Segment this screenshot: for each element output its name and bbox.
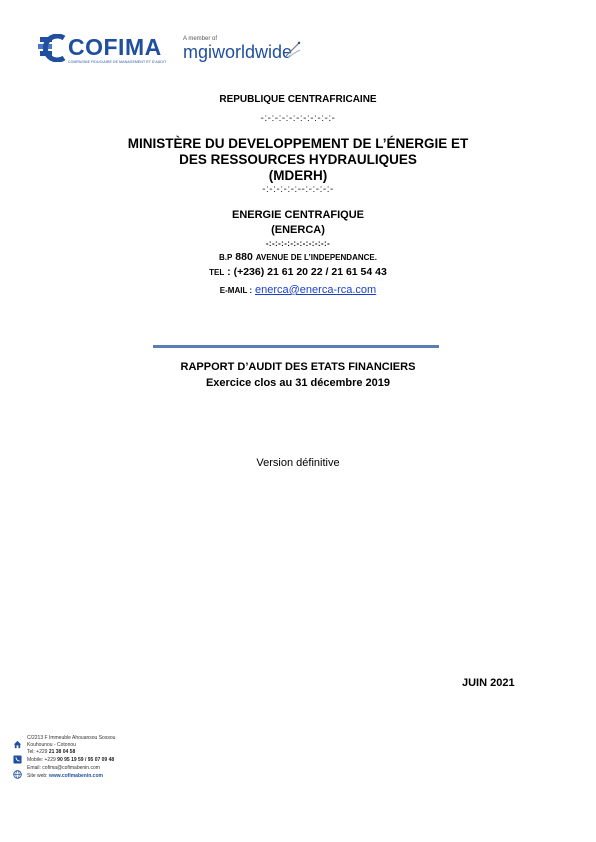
footer-address-line1: C/2213 F Immeuble Ahouansou Sossou — [27, 735, 116, 741]
footer-tel: Tel: +229 21 38 04 58 — [27, 749, 76, 755]
email-label: E-MAIL : — [219, 286, 253, 295]
separator: -:-:-:-:-:--:-:-:-:- — [262, 184, 334, 195]
divider — [153, 345, 439, 348]
company-acronym: (ENERCA) — [271, 224, 325, 236]
company-block — [0, 208, 596, 238]
footer-email: Email: cofima@cofimabenin.com — [27, 765, 100, 771]
version-label: Version définitive — [256, 457, 340, 469]
phone-icon — [13, 755, 22, 764]
report-subtitle: Exercice clos au 31 décembre 2019 — [205, 377, 391, 389]
home-icon — [13, 740, 22, 749]
company-name: ENERGIE CENTRAFIQUE — [231, 209, 364, 221]
ministry-acronym: (MDERH) — [268, 168, 328, 183]
tel-value: : (+236) 21 61 20 22 / 21 61 54 43 — [227, 266, 387, 278]
footer-website: Site web: www.cofimabenin.com — [27, 773, 103, 779]
network-name: mgiworldwide — [183, 42, 293, 62]
ministry-line2: DES RESSOURCES HYDRAULIQUES — [179, 152, 417, 167]
logo-name: COFIMA — [68, 34, 162, 60]
globe-icon — [13, 770, 22, 779]
logo-tagline: COMPAGNIE FIDUCIAIRE DE MANAGEMENT ET D'AUDIT — [68, 60, 167, 64]
country-name: REPUBLIQUE CENTRAFRICAINE — [219, 94, 377, 105]
footer-address-line2: Kouhounou - Cotonou — [27, 742, 76, 748]
telephone — [0, 266, 596, 278]
ministry-line1: MINISTÈRE DU DEVELOPPEMENT DE L’ÉNERGIE ET — [127, 136, 469, 151]
bp-address: AVENUE DE L’INDEPENDANCE. — [255, 253, 377, 262]
email — [0, 284, 596, 296]
cofima-emblem-icon — [38, 34, 66, 62]
bp-label: B.P — [219, 253, 233, 262]
report-date: JUIN 2021 — [462, 677, 515, 689]
tel-label: TEL — [209, 268, 225, 277]
report-title: RAPPORT D’AUDIT DES ETATS FINANCIERS — [180, 361, 416, 373]
separator: -:-:-:-:-:-:-:-:-:-:- — [260, 113, 336, 124]
footer-mobile: Mobile: +229 90 95 19 59 / 95 07 09 48 — [27, 757, 115, 763]
postal-address — [0, 251, 596, 263]
email-link[interactable]: enerca@enerca-rca.com — [255, 284, 377, 296]
member-label: A member of — [183, 36, 218, 42]
bp-number: 880 — [235, 251, 253, 263]
swirl-icon — [284, 40, 302, 60]
cofima-logo — [38, 34, 308, 68]
separator: -:-:-:-:-:-:-:-:-:-:- — [265, 239, 331, 248]
ministry-name — [0, 136, 596, 184]
